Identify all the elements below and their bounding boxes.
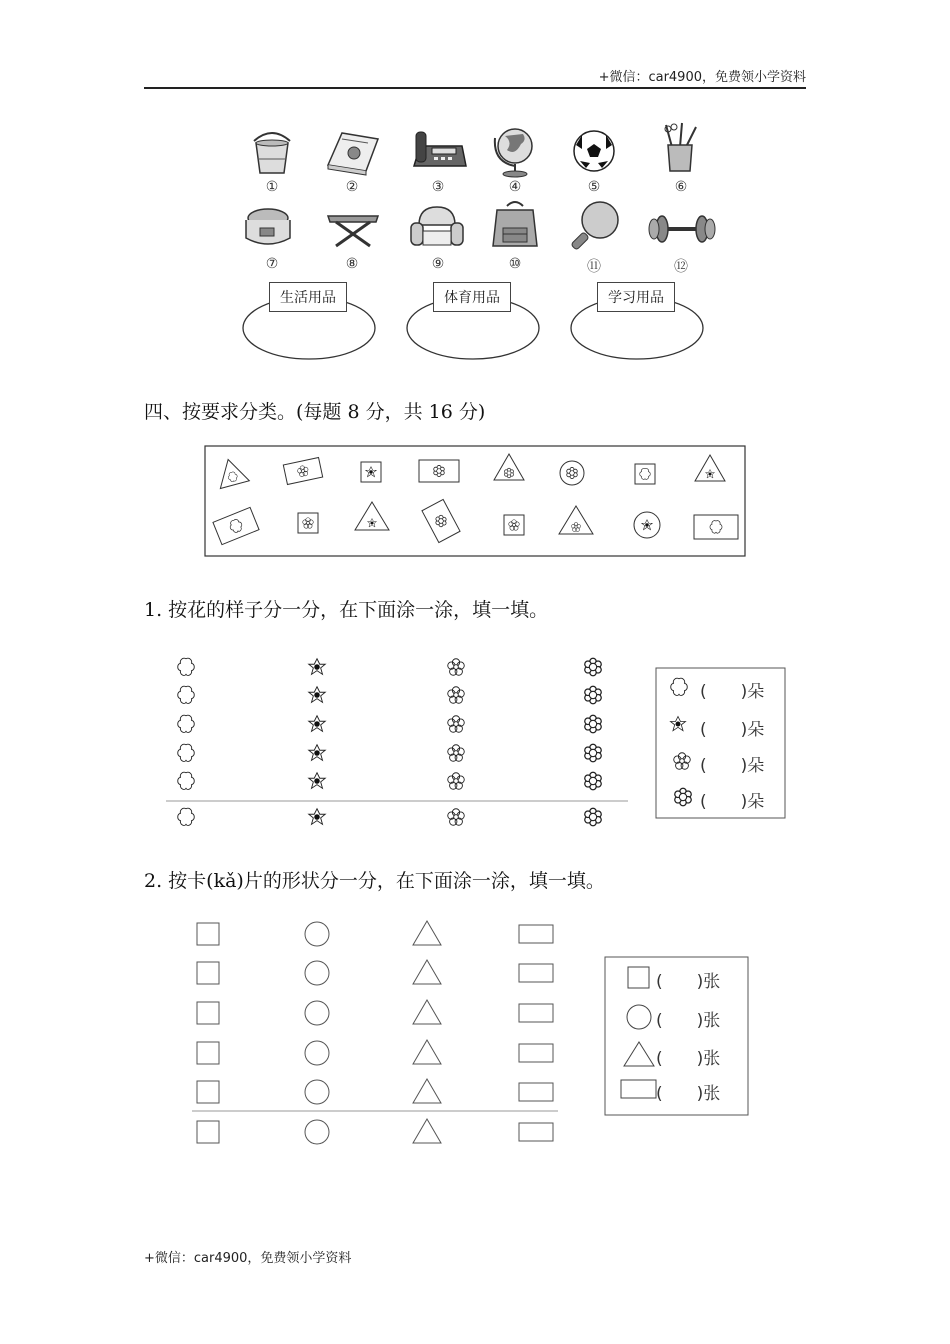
triangle-icon bbox=[624, 1042, 654, 1066]
item-number-1: ① bbox=[265, 179, 279, 195]
card-square-star bbox=[361, 462, 381, 482]
petal-flower-icon-cell[interactable] bbox=[448, 659, 465, 676]
pen-holder-icon bbox=[665, 123, 696, 171]
square-cell[interactable] bbox=[197, 1121, 219, 1143]
triangle-cell[interactable] bbox=[413, 960, 441, 984]
triangle-cell[interactable] bbox=[413, 1040, 441, 1064]
petal-flower-icon-cell[interactable] bbox=[448, 745, 465, 762]
card-rectangle-round bbox=[213, 507, 259, 544]
rectangle-cell[interactable] bbox=[519, 925, 553, 943]
question-2-title: 2. 按卡(kǎ)片的形状分一分，在下面涂一涂，填一填。 bbox=[144, 870, 605, 892]
card-rectangle-petal bbox=[283, 457, 322, 484]
square-icon bbox=[628, 967, 649, 988]
cog-flower-icon-cell[interactable] bbox=[585, 658, 602, 675]
item-number-2: ② bbox=[345, 179, 359, 195]
header-watermark: +微信：car4900，免费领小学资料 bbox=[598, 70, 806, 85]
shape-count-icons bbox=[621, 967, 656, 1098]
rectangle-icon bbox=[621, 1080, 656, 1098]
square-cell[interactable] bbox=[197, 962, 219, 984]
round-flower-icon-cell[interactable] bbox=[178, 686, 195, 703]
shape-count-triangle[interactable]: ( )张 bbox=[656, 1049, 721, 1069]
card-circle-star bbox=[634, 512, 660, 538]
rice-cooker-icon bbox=[246, 209, 290, 244]
triangle-cell[interactable] bbox=[413, 921, 441, 945]
item-number-10: ⑩ bbox=[508, 256, 522, 272]
item-number-3: ③ bbox=[431, 179, 445, 195]
category-label-study: 学习用品 bbox=[597, 282, 675, 312]
circle-icon bbox=[627, 1005, 651, 1029]
flower-count-round[interactable]: ( )朵 bbox=[700, 682, 765, 702]
round-flower-icon bbox=[671, 678, 688, 695]
petal-flower-icon bbox=[674, 753, 691, 770]
card-triangle-star bbox=[695, 455, 725, 481]
cog-flower-icon-cell[interactable] bbox=[585, 808, 602, 825]
item-number-6: ⑥ bbox=[674, 179, 688, 195]
backpack-icon bbox=[493, 202, 537, 246]
square-cell[interactable] bbox=[197, 1042, 219, 1064]
circle-cell[interactable] bbox=[305, 1120, 329, 1144]
card-square-petal bbox=[298, 513, 318, 533]
soccer-ball-icon bbox=[574, 131, 614, 171]
rectangle-cell[interactable] bbox=[519, 1123, 553, 1141]
dumbbell-icon bbox=[649, 216, 715, 242]
star-flower-icon-cell[interactable] bbox=[309, 716, 326, 732]
square-cell[interactable] bbox=[197, 1002, 219, 1024]
star-flower-icon bbox=[671, 717, 686, 731]
card-rectangle-cog bbox=[419, 460, 459, 482]
petal-flower-icon-cell[interactable] bbox=[448, 809, 465, 826]
round-flower-icon-cell[interactable] bbox=[178, 715, 195, 732]
footer-watermark: +微信：car4900，免费领小学资料 bbox=[144, 1251, 352, 1266]
telephone-icon bbox=[414, 132, 466, 166]
item-number-7: ⑦ bbox=[265, 256, 279, 272]
cog-flower-icon-cell[interactable] bbox=[585, 686, 602, 703]
flower-count-petal[interactable]: ( )朵 bbox=[700, 756, 765, 776]
question-1-title: 1. 按花的样子分一分，在下面涂一涂，填一填。 bbox=[144, 599, 549, 621]
cog-flower-icon-cell[interactable] bbox=[585, 744, 602, 761]
card-triangle-petal bbox=[559, 506, 593, 534]
star-flower-icon-cell[interactable] bbox=[309, 659, 326, 675]
rectangle-cell[interactable] bbox=[519, 1083, 553, 1101]
item-number-5: ⑤ bbox=[587, 179, 601, 195]
bucket-icon bbox=[254, 133, 290, 173]
item-number-4: ④ bbox=[508, 179, 522, 195]
card-triangle-cog bbox=[494, 454, 524, 480]
rectangle-cell[interactable] bbox=[519, 964, 553, 982]
card-triangle-round bbox=[214, 456, 250, 489]
item-number-9: ⑨ bbox=[431, 256, 445, 272]
petal-flower-icon-cell[interactable] bbox=[448, 687, 465, 704]
square-cell[interactable] bbox=[197, 923, 219, 945]
globe-icon bbox=[495, 129, 532, 177]
card-triangle-star-2 bbox=[355, 502, 389, 530]
triangle-cell[interactable] bbox=[413, 1079, 441, 1103]
item-number-12: ⑫ bbox=[674, 259, 688, 275]
star-flower-icon-cell[interactable] bbox=[309, 687, 326, 703]
circle-cell[interactable] bbox=[305, 1001, 329, 1025]
card-square-petal-2 bbox=[504, 515, 524, 535]
triangle-cell[interactable] bbox=[413, 1119, 441, 1143]
armchair-icon bbox=[411, 207, 463, 245]
folding-stool-icon bbox=[328, 216, 378, 246]
star-flower-icon-cell[interactable] bbox=[309, 745, 326, 761]
round-flower-icon-cell[interactable] bbox=[178, 808, 195, 825]
card-circle-cog bbox=[560, 461, 584, 485]
circle-cell[interactable] bbox=[305, 961, 329, 985]
petal-flower-icon-cell[interactable] bbox=[448, 716, 465, 733]
shape-count-rectangle[interactable]: ( )张 bbox=[656, 1084, 721, 1104]
flower-count-star[interactable]: ( )朵 bbox=[700, 720, 765, 740]
card-rectangle-cog-2 bbox=[422, 499, 460, 542]
rectangle-cell[interactable] bbox=[519, 1044, 553, 1062]
cog-flower-icon-cell[interactable] bbox=[585, 715, 602, 732]
circle-cell[interactable] bbox=[305, 1041, 329, 1065]
triangle-cell[interactable] bbox=[413, 1000, 441, 1024]
shape-count-square[interactable]: ( )张 bbox=[656, 972, 721, 992]
petal-flower-icon-cell[interactable] bbox=[448, 773, 465, 790]
round-flower-icon-cell[interactable] bbox=[178, 658, 195, 675]
cog-flower-icon bbox=[675, 788, 692, 805]
card-rectangle-round-2 bbox=[694, 515, 738, 539]
star-flower-icon-cell[interactable] bbox=[309, 809, 326, 825]
flower-count-cog[interactable]: ( )朵 bbox=[700, 792, 765, 812]
item-number-8: ⑧ bbox=[345, 256, 359, 272]
mixed-cards-box bbox=[205, 446, 745, 556]
round-flower-icon-cell[interactable] bbox=[178, 744, 195, 761]
flower-count-icons bbox=[671, 678, 692, 805]
round-flower-icon-cell[interactable] bbox=[178, 772, 195, 789]
circle-cell[interactable] bbox=[305, 922, 329, 946]
card-square-round bbox=[635, 464, 655, 484]
category-label-sports: 体育用品 bbox=[433, 282, 511, 312]
ping-pong-paddle-icon bbox=[571, 202, 618, 250]
book-icon bbox=[328, 133, 378, 175]
shape-count-circle[interactable]: ( )张 bbox=[656, 1011, 721, 1031]
rectangle-cell[interactable] bbox=[519, 1004, 553, 1022]
circle-cell[interactable] bbox=[305, 1080, 329, 1104]
section-4-title: 四、按要求分类。(每题 8 分，共 16 分) bbox=[144, 401, 486, 423]
star-flower-icon-cell[interactable] bbox=[309, 773, 326, 789]
item-number-11: ⑪ bbox=[587, 259, 601, 275]
cog-flower-icon-cell[interactable] bbox=[585, 772, 602, 789]
category-label-daily: 生活用品 bbox=[269, 282, 347, 312]
square-cell[interactable] bbox=[197, 1081, 219, 1103]
